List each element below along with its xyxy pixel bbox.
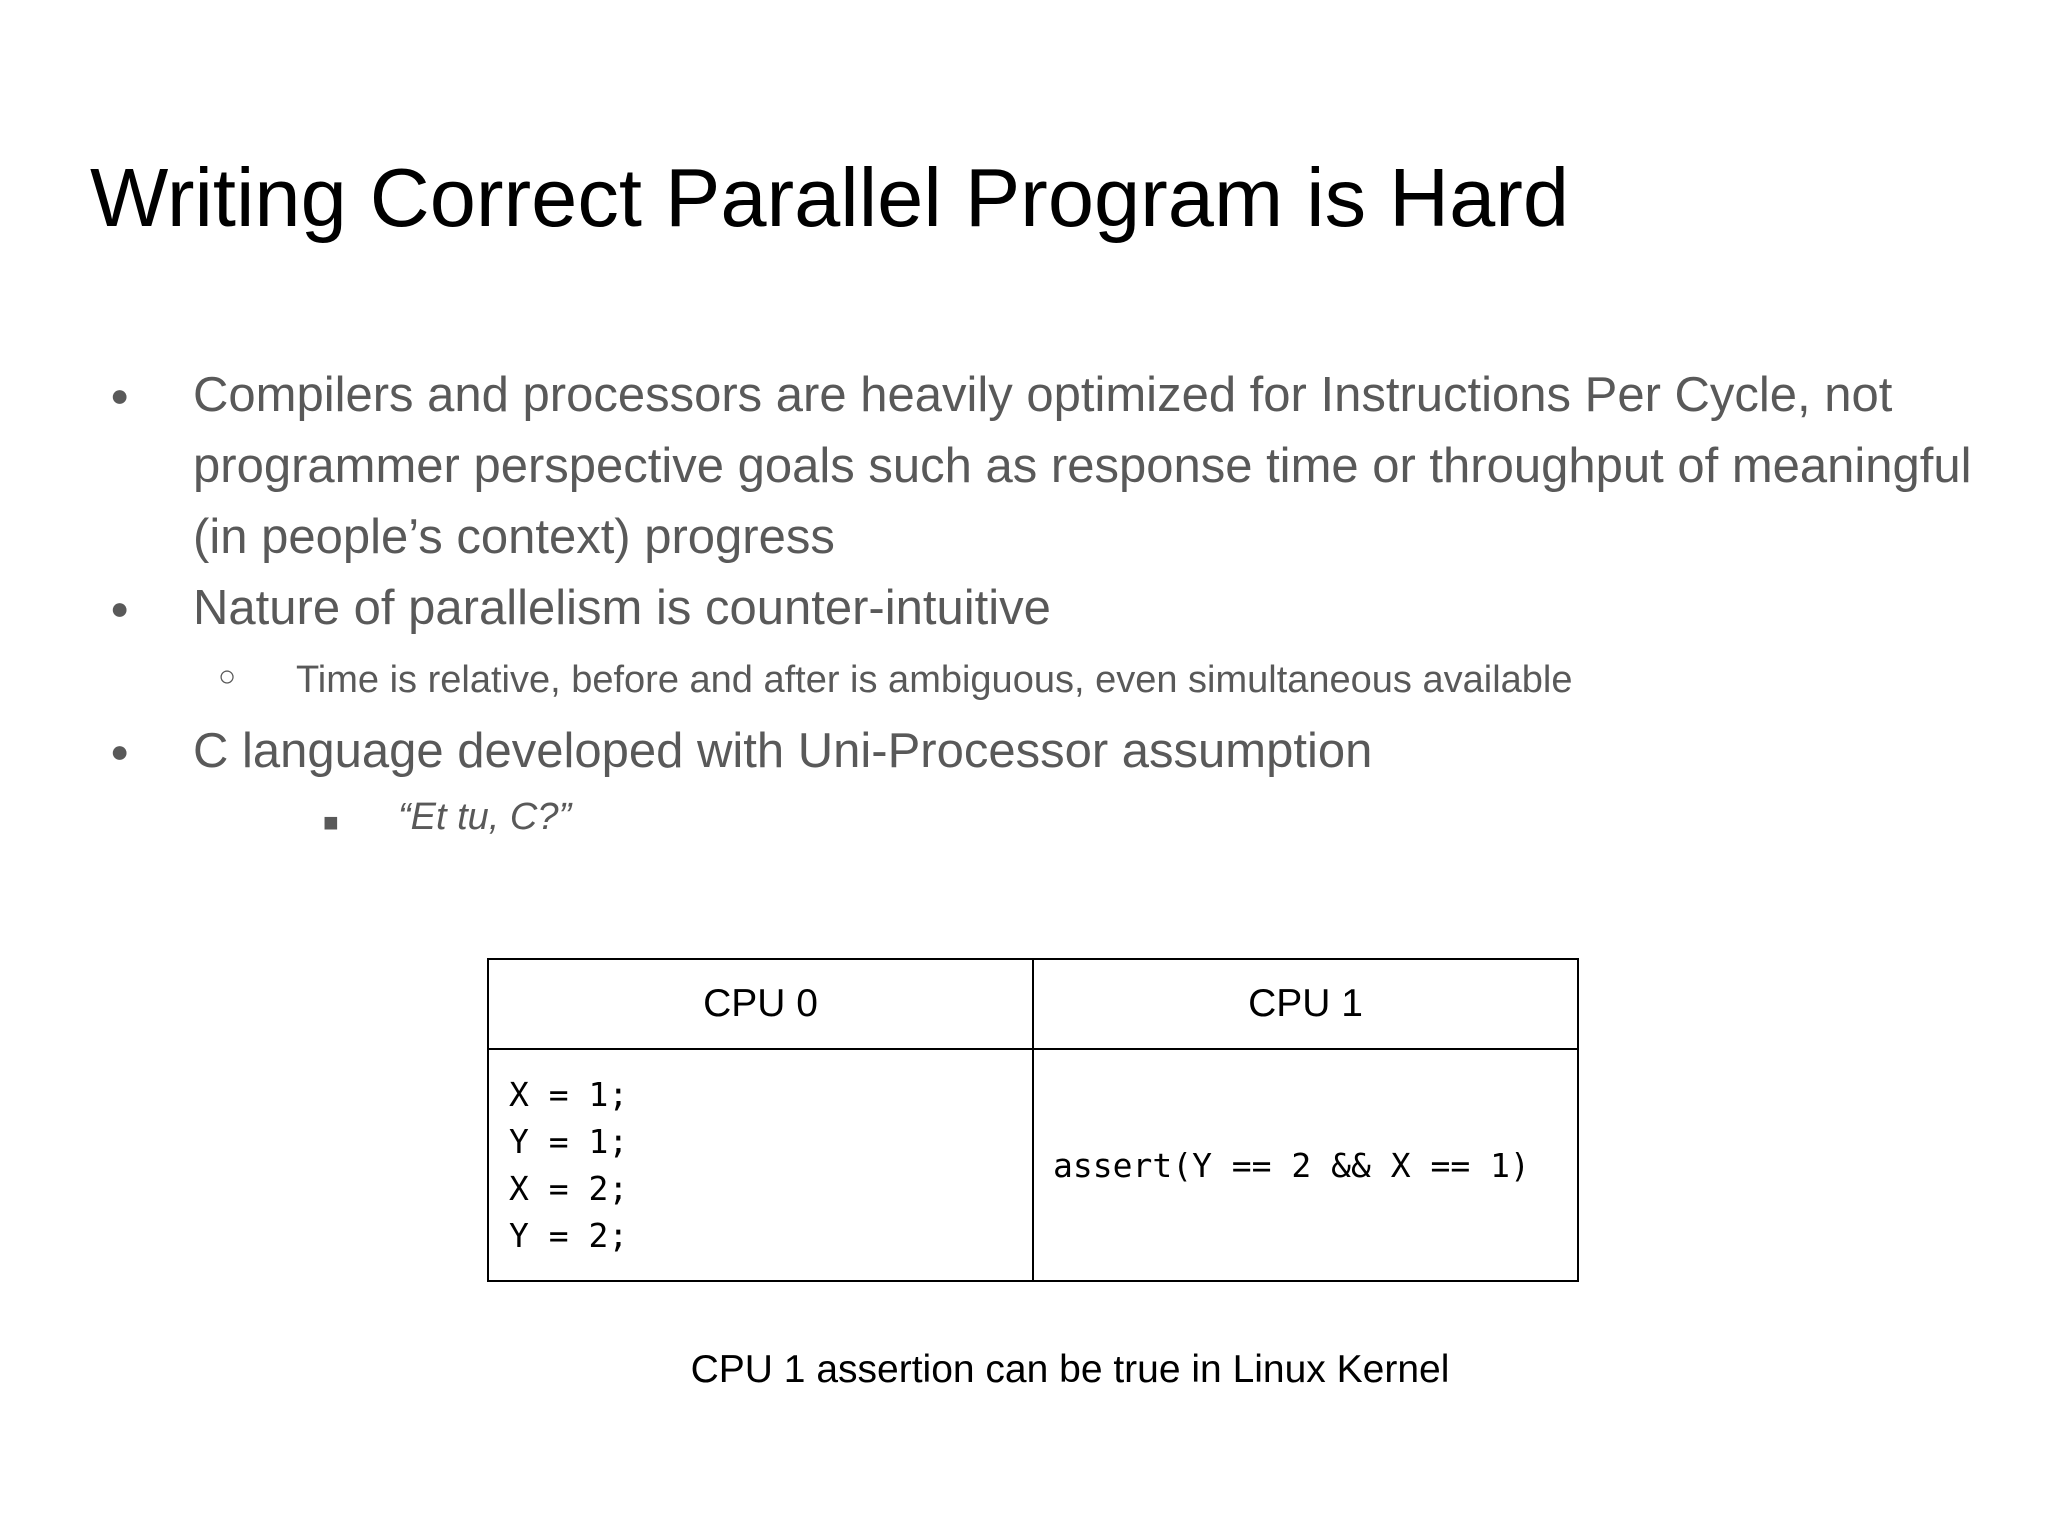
table-row <box>488 1049 1578 1281</box>
bullet-list <box>0 360 2048 847</box>
bullet-item <box>0 573 2048 644</box>
table-caption: CPU 1 assertion can be true in Linux Kernel <box>690 1348 1450 1391</box>
cpu-code-table <box>487 958 1579 1282</box>
code-line: Y = 2; <box>509 1216 629 1255</box>
bullet-marker: ● <box>110 377 130 413</box>
code-line: X = 1; <box>509 1075 629 1114</box>
bullet-marker: ● <box>110 733 130 769</box>
sub-bullet-marker: ○ <box>218 660 237 693</box>
bullet-text: Compilers and processors are heavily optimized for Instructions Per Cycle, not programmer perspective goals such as response time or throughput of meaningful (in people’s context) progress <box>193 368 1972 564</box>
bullet-item <box>0 360 2048 573</box>
cpu1-header: CPU 1 <box>1033 959 1578 1049</box>
bullet-item <box>0 716 2048 787</box>
table-header-row <box>488 959 1578 1049</box>
cpu0-header: CPU 0 <box>488 959 1033 1049</box>
code-line: Y = 1; <box>509 1122 629 1161</box>
bullet-text: Nature of parallelism is counter-intuitive <box>193 581 1051 635</box>
sub-bullet-item <box>0 644 2048 716</box>
bullet-marker: ● <box>110 590 130 626</box>
sub-sub-bullet-item <box>0 787 2048 847</box>
square-bullet-marker: ■ <box>323 807 339 837</box>
sub-bullet-text: Time is relative, before and after is ambiguous, even simultaneous available <box>296 659 1573 701</box>
cpu0-code-cell <box>488 1049 1033 1281</box>
quote-text: “Et tu, C?” <box>398 796 572 838</box>
bullet-text: C language developed with Uni-Processor assumption <box>193 724 1373 778</box>
cpu1-code-cell: assert(Y == 2 && X == 1) <box>1033 1049 1578 1281</box>
code-line: X = 2; <box>509 1169 629 1208</box>
slide-title: Writing Correct Parallel Program is Hard <box>90 151 1570 244</box>
